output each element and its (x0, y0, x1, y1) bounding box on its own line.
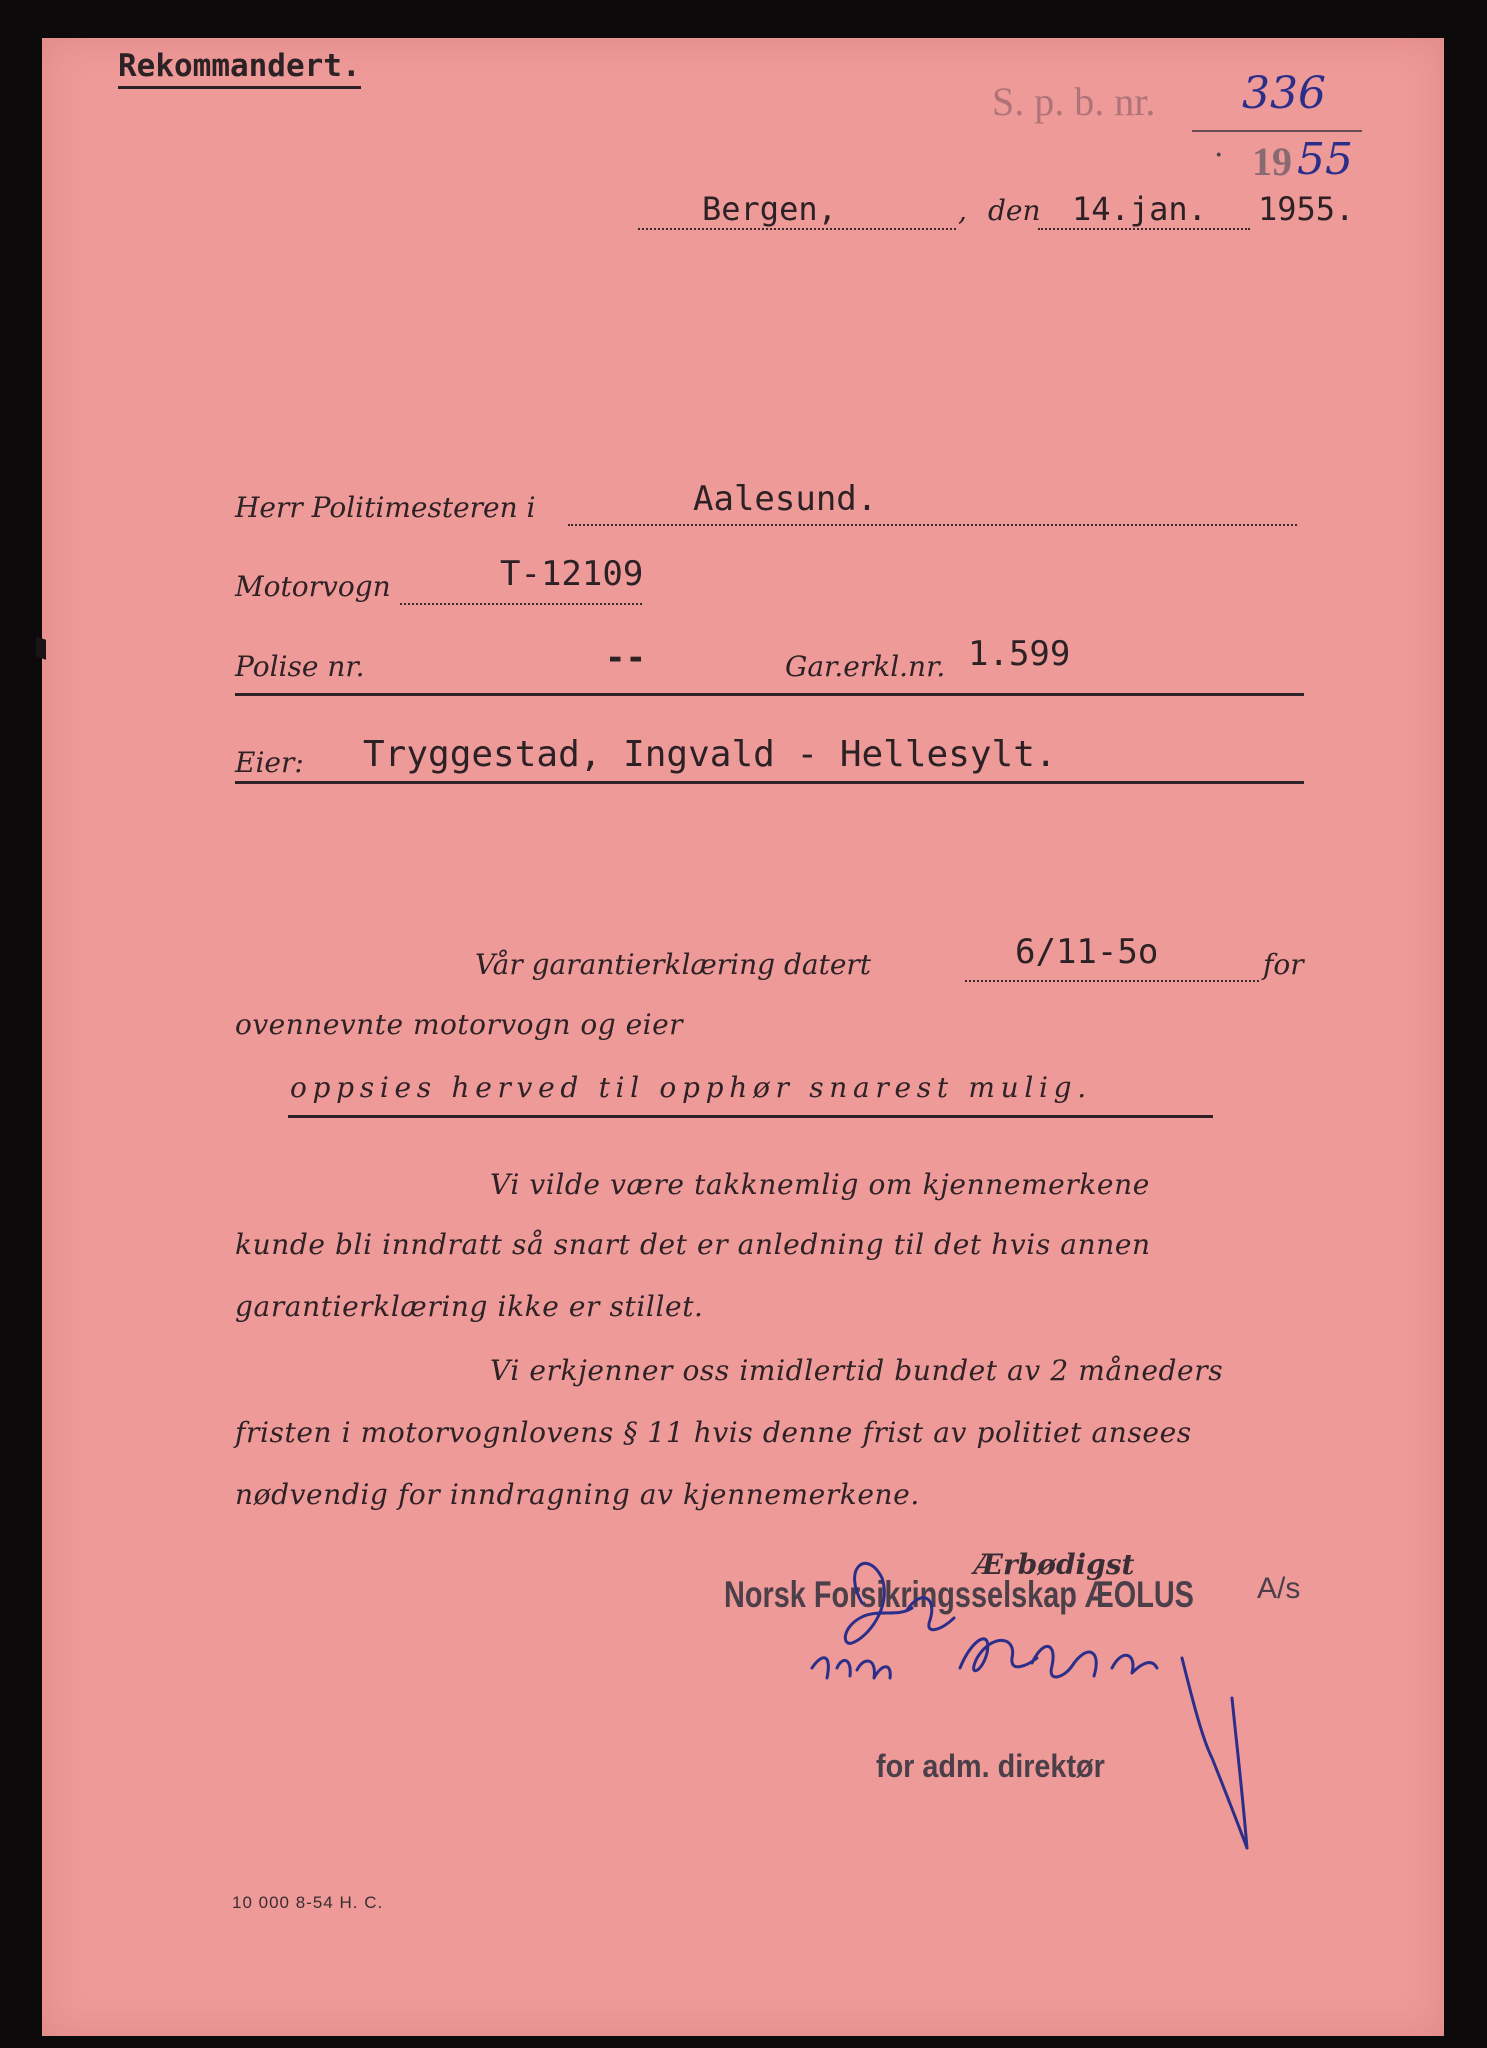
motorvogn-row (235, 554, 835, 612)
letter-page (42, 38, 1444, 2036)
print-code: 10 000 8-54 H. C. (232, 1893, 384, 1912)
spb-dot: · (1214, 138, 1224, 173)
for-adm-director-stamp: for adm. direktør (876, 1748, 1105, 1784)
motorvogn-label: Motorvogn (235, 570, 391, 603)
paragraph-1-line-3: garantierklæring ikke er stillet. (235, 1290, 704, 1323)
den-label: den (988, 194, 1041, 227)
paragraph-1-line-1: Vi vilde være takknemlig om kjennemerkene (490, 1168, 1150, 1201)
garerkl-label: Gar.erkl.nr. (785, 650, 946, 683)
declaration-for: for (1263, 948, 1304, 981)
owner-row (235, 728, 1305, 788)
polise-rule (235, 693, 1304, 696)
polise-value: -- (605, 638, 646, 678)
recipient-label: Herr Politimesteren i (235, 491, 536, 524)
handwritten-signature (692, 1548, 1412, 1878)
termination-line: oppsies herved til opphør snarest mulig. (290, 1071, 1092, 1104)
declaration-date-value: 6/11-5o (1015, 932, 1159, 972)
place-value: Bergen, (702, 190, 837, 228)
spb-year-prefix: 19 (1252, 139, 1292, 184)
spb-underline (1192, 130, 1362, 132)
spb-number-stamp (992, 68, 1372, 188)
declaration-label: Vår garantierklæring datert (475, 948, 872, 981)
owner-label: Eier: (235, 746, 304, 779)
rekommandert-text: Rekommandert. (118, 48, 361, 89)
edge-mark (36, 636, 46, 660)
closing-text: Ærbødigst (974, 1548, 1135, 1581)
dateline-comma: , (958, 194, 967, 227)
year-value: 1955. (1258, 190, 1355, 228)
owner-value: Tryggestad, Ingvald - Hellesylt. (363, 734, 1057, 775)
spb-year-suffix: 55 (1297, 134, 1353, 185)
date-value: 14.jan. (1072, 190, 1207, 228)
signature-block (692, 1548, 1412, 1878)
paragraph-2-line-1: Vi erkjenner oss imidlertid bundet av 2 måneders (490, 1354, 1224, 1387)
company-suffix: A/s (1257, 1572, 1301, 1605)
polise-label: Polise nr. (235, 650, 365, 683)
company-stamp: Norsk Forsikringsselskap ÆOLUS (724, 1574, 1194, 1615)
declaration-line-2: ovennevnte motorvogn og eier (235, 1008, 684, 1041)
registered-mail-label (118, 48, 361, 84)
dateline (638, 188, 1438, 238)
motorvogn-value: T-12109 (500, 554, 644, 594)
spb-label: S. p. b. nr. (992, 79, 1156, 124)
termination-rule (288, 1115, 1213, 1118)
recipient-value: Aalesund. (693, 479, 878, 519)
paragraph-2-line-3: nødvendig for inndragning av kjennemerkene. (235, 1478, 920, 1511)
recipient-row (235, 479, 1305, 533)
paragraph-1-line-2: kunde bli inndratt så snart det er anledning til det hvis annen (235, 1228, 1151, 1261)
owner-rule (235, 781, 1304, 784)
spb-number: 336 (1242, 68, 1326, 119)
recipient-field (568, 483, 1297, 526)
garerkl-value: 1.599 (968, 634, 1071, 674)
declaration-line (235, 932, 1305, 988)
paragraph-2-line-2: fristen i motorvognlovens § 11 hvis denne frist av politiet ansees (235, 1416, 1192, 1449)
polise-row (235, 634, 1305, 698)
